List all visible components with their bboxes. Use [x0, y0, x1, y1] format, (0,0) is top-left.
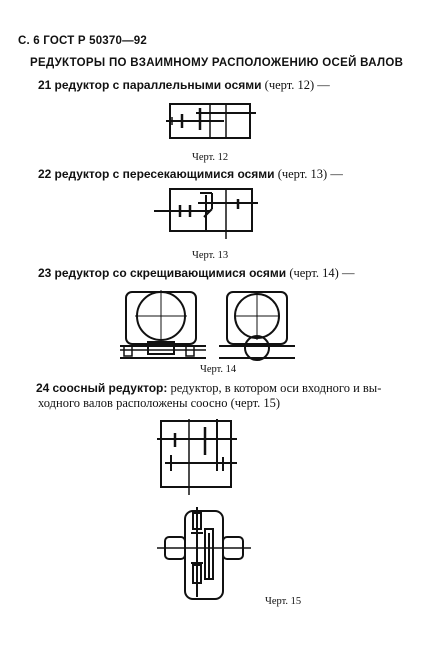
- figure-15-coaxial-gearbox-section-view: [155, 505, 255, 600]
- term-24: [36, 381, 381, 396]
- term-reference: (черт. 14) —: [286, 266, 355, 280]
- figure-14-crossing-axes-gearbox-side-view: [215, 288, 300, 360]
- term-number: 21: [38, 78, 52, 92]
- term-22: [38, 167, 343, 182]
- caption-fig-12: Черт. 12: [192, 152, 229, 163]
- figure-15-coaxial-gearbox-plan-view: [155, 415, 240, 495]
- term-definition: редуктор, в котором оси входного и вы-: [167, 381, 382, 395]
- term-reference: (черт. 12) —: [261, 78, 330, 92]
- caption-fig-14: Черт. 14: [200, 364, 237, 375]
- term-number: 24: [36, 381, 50, 395]
- term-name: редуктор с параллельными осями: [54, 78, 262, 92]
- figure-13-intersecting-axes-gearbox: [150, 185, 260, 240]
- term-24-continuation: ходного валов расположены соосно (черт. 15): [38, 396, 281, 410]
- term-23: [38, 266, 354, 281]
- term-name: редуктор со скрещивающимися осями: [54, 266, 287, 280]
- section-title: РЕДУКТОРЫ ПО ВЗАИМНОМУ РАСПОЛОЖЕНИЮ ОСЕЙ ВАЛОВ: [30, 57, 404, 69]
- term-number: 23: [38, 266, 52, 280]
- page-header: С. 6 ГОСТ Р 50370—92: [18, 35, 147, 47]
- term-number: 22: [38, 167, 52, 181]
- term-reference: (черт. 13) —: [274, 167, 343, 181]
- term-name: редуктор с пересекающимися осями: [54, 167, 275, 181]
- caption-fig-15: Черт. 15: [265, 596, 302, 607]
- term-name: соосный редуктор:: [52, 381, 168, 395]
- caption-fig-13: Черт. 13: [192, 250, 229, 261]
- figure-12-parallel-axes-gearbox: [160, 100, 260, 142]
- figure-14-crossing-axes-gearbox-front-view: [118, 288, 208, 360]
- term-21: [38, 78, 330, 93]
